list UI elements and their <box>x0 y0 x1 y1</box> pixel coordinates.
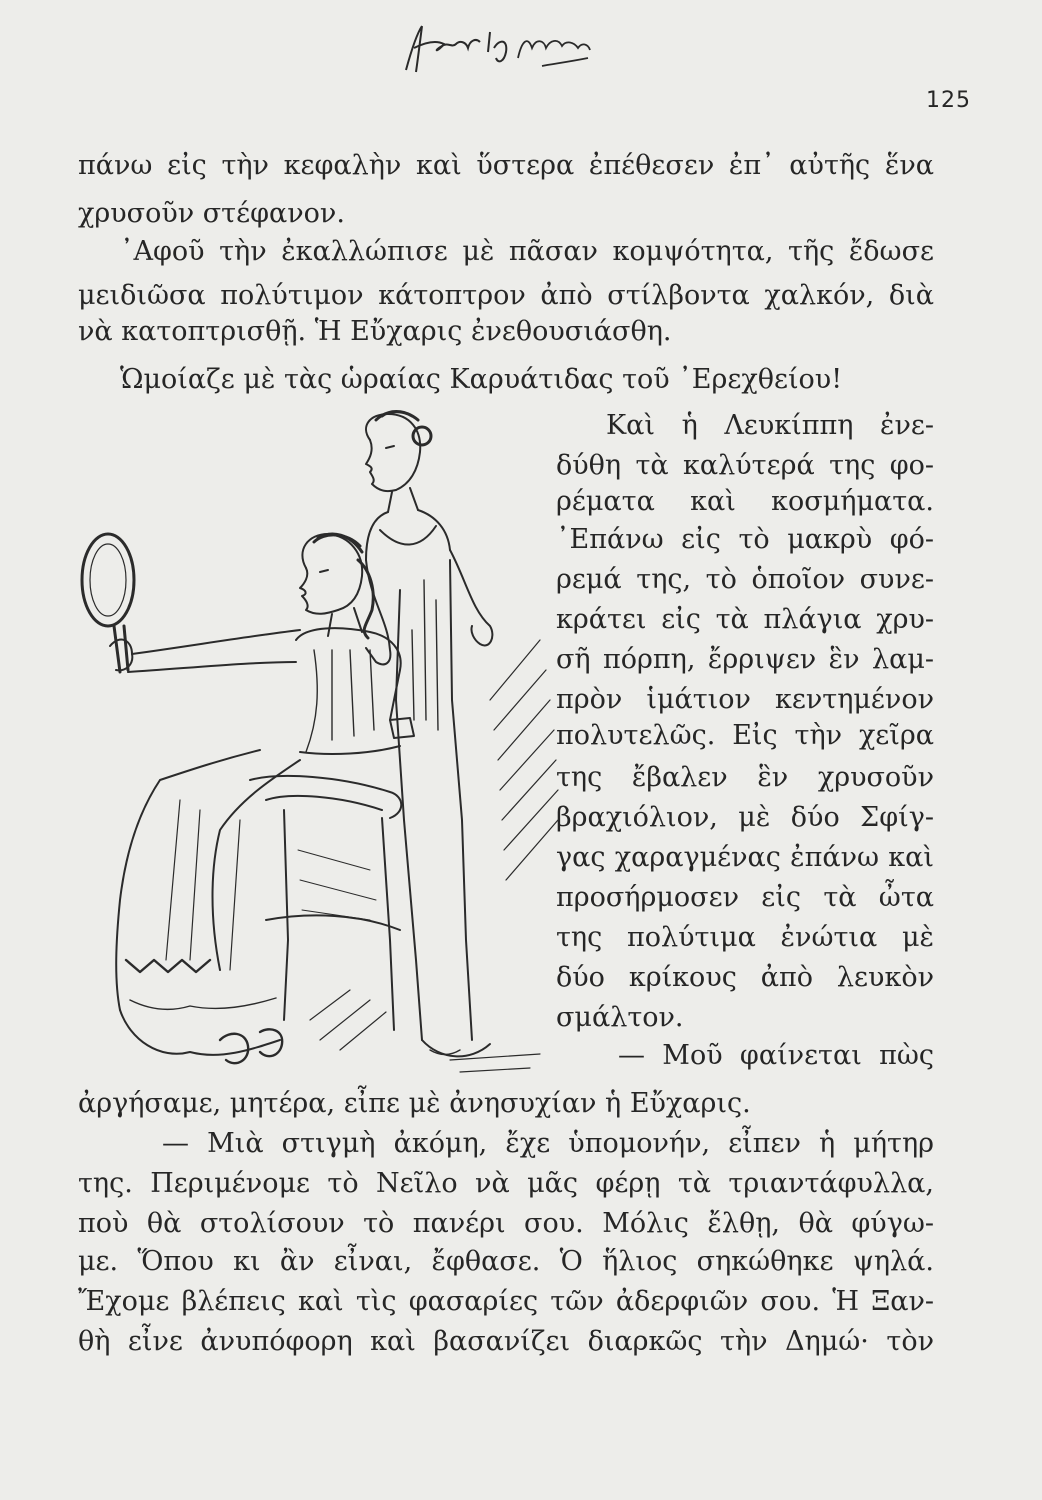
column-text-line: — Μοῦ φαίνεται πὼς <box>618 1040 934 1071</box>
column-text-line: της ἔβαλεν ἓν χρυσοῦν <box>556 762 934 793</box>
text-line: ποὺ θὰ στολίσουν τὸ πανέρι σου. Μόλις ἔλθῃ, θὰ φύγω- <box>78 1208 934 1239</box>
text-line: ἀργήσαμε, μητέρα, εἶπε μὲ ἀνησυχίαν ἡ Εὔχαρις. <box>78 1088 751 1119</box>
text-line: θὴ εἶνε ἀνυπόφορη καὶ βασανίζει διαρκῶς τὴν Δημώ· τὸν <box>78 1326 934 1357</box>
text-line: νὰ κατοπτρισθῇ. Ἡ Εὔχαρις ἐνεθουσιάσθη. <box>78 316 672 347</box>
column-text-line: ρέματα καὶ κοσμήματα. <box>556 486 934 517</box>
standing-woman-shoulders <box>366 510 450 560</box>
column-text-line: πολυτελῶς. Εἰς τὴν χεῖρα <box>556 720 934 751</box>
text-line: ᾽Αφοῦ τὴν ἐκαλλώπισε μὲ πᾶσαν κομψότητα, τῆς ἔδωσε <box>120 236 934 267</box>
handwritten-signature <box>392 18 602 78</box>
text-line: Ὡμοίαζε μὲ τὰς ὡραίας Καρυάτιδας τοῦ ᾽Ερεχθείου! <box>120 364 843 395</box>
column-text-line: σῆ πόρπη, ἔρριψεν ἓν λαμ- <box>556 644 934 675</box>
page-number: 125 <box>926 88 971 113</box>
text-line: πάνω εἰς τὴν κεφαλὴν καὶ ὕστερα ἐπέθεσεν ἐπ᾽ αὐτῆς ἕνα <box>78 150 934 181</box>
text-line: — Μιὰ στιγμὴ ἀκόμη, ἔχε ὑπομονήν, εἶπεν ἡ μήτηρ <box>162 1128 934 1159</box>
text-line: μειδιῶσα πολύτιμον κάτοπτρον ἀπὸ στίλβοντα χαλκόν, διὰ <box>78 280 934 311</box>
column-text-line: προσήρμοσεν εἰς τὰ ὦτα <box>556 882 934 913</box>
column-text-line: Καὶ ἡ Λευκίππη ἐνε- <box>606 410 934 441</box>
column-text-line: γας χαραγμένας ἐπάνω καὶ <box>556 842 934 873</box>
text-line: της. Περιμένομε τὸ Νεῖλο νὰ μᾶς φέρῃ τὰ τριαντάφυλλα, <box>78 1168 934 1199</box>
column-text-line: σμάλτον. <box>556 1002 684 1033</box>
column-text-line: κράτει εἰς τὰ πλάγια χρυ- <box>556 604 934 635</box>
column-text-line: ᾽Επάνω εἰς τὸ μακρὺ φό- <box>556 524 934 555</box>
text-line: Ἔχομε βλέπεις καὶ τὶς φασαρίες τῶν ἀδερφιῶν σου. Ἡ Ξαν- <box>78 1286 934 1317</box>
column-text-line: πρὸν ἱμάτιον κεντημένον <box>556 684 934 715</box>
column-text-line: ρεμά της, τὸ ὁποῖον συνε- <box>556 564 934 595</box>
column-text-line: δύο κρίκους ἀπὸ λευκὸν <box>556 962 934 993</box>
seated-woman-head <box>302 534 362 610</box>
column-text-line: της πολύτιμα ἐνώτια μὲ <box>556 922 934 953</box>
illustration-two-women-mirror <box>70 400 560 1100</box>
armband <box>390 718 414 738</box>
column-text-line: δύθη τὰ καλύτερά της φο- <box>556 450 934 481</box>
seated-woman-arm <box>128 630 300 672</box>
text-line: χρυσοῦν στέφανον. <box>78 198 345 229</box>
text-line: με. Ὅπου κι ἂν εἶναι, ἔφθασε. Ὁ ἥλιος σηκώθηκε ψηλά. <box>78 1246 934 1277</box>
column-text-line: βραχιόλιον, μὲ δύο Σφίγ- <box>556 802 934 833</box>
